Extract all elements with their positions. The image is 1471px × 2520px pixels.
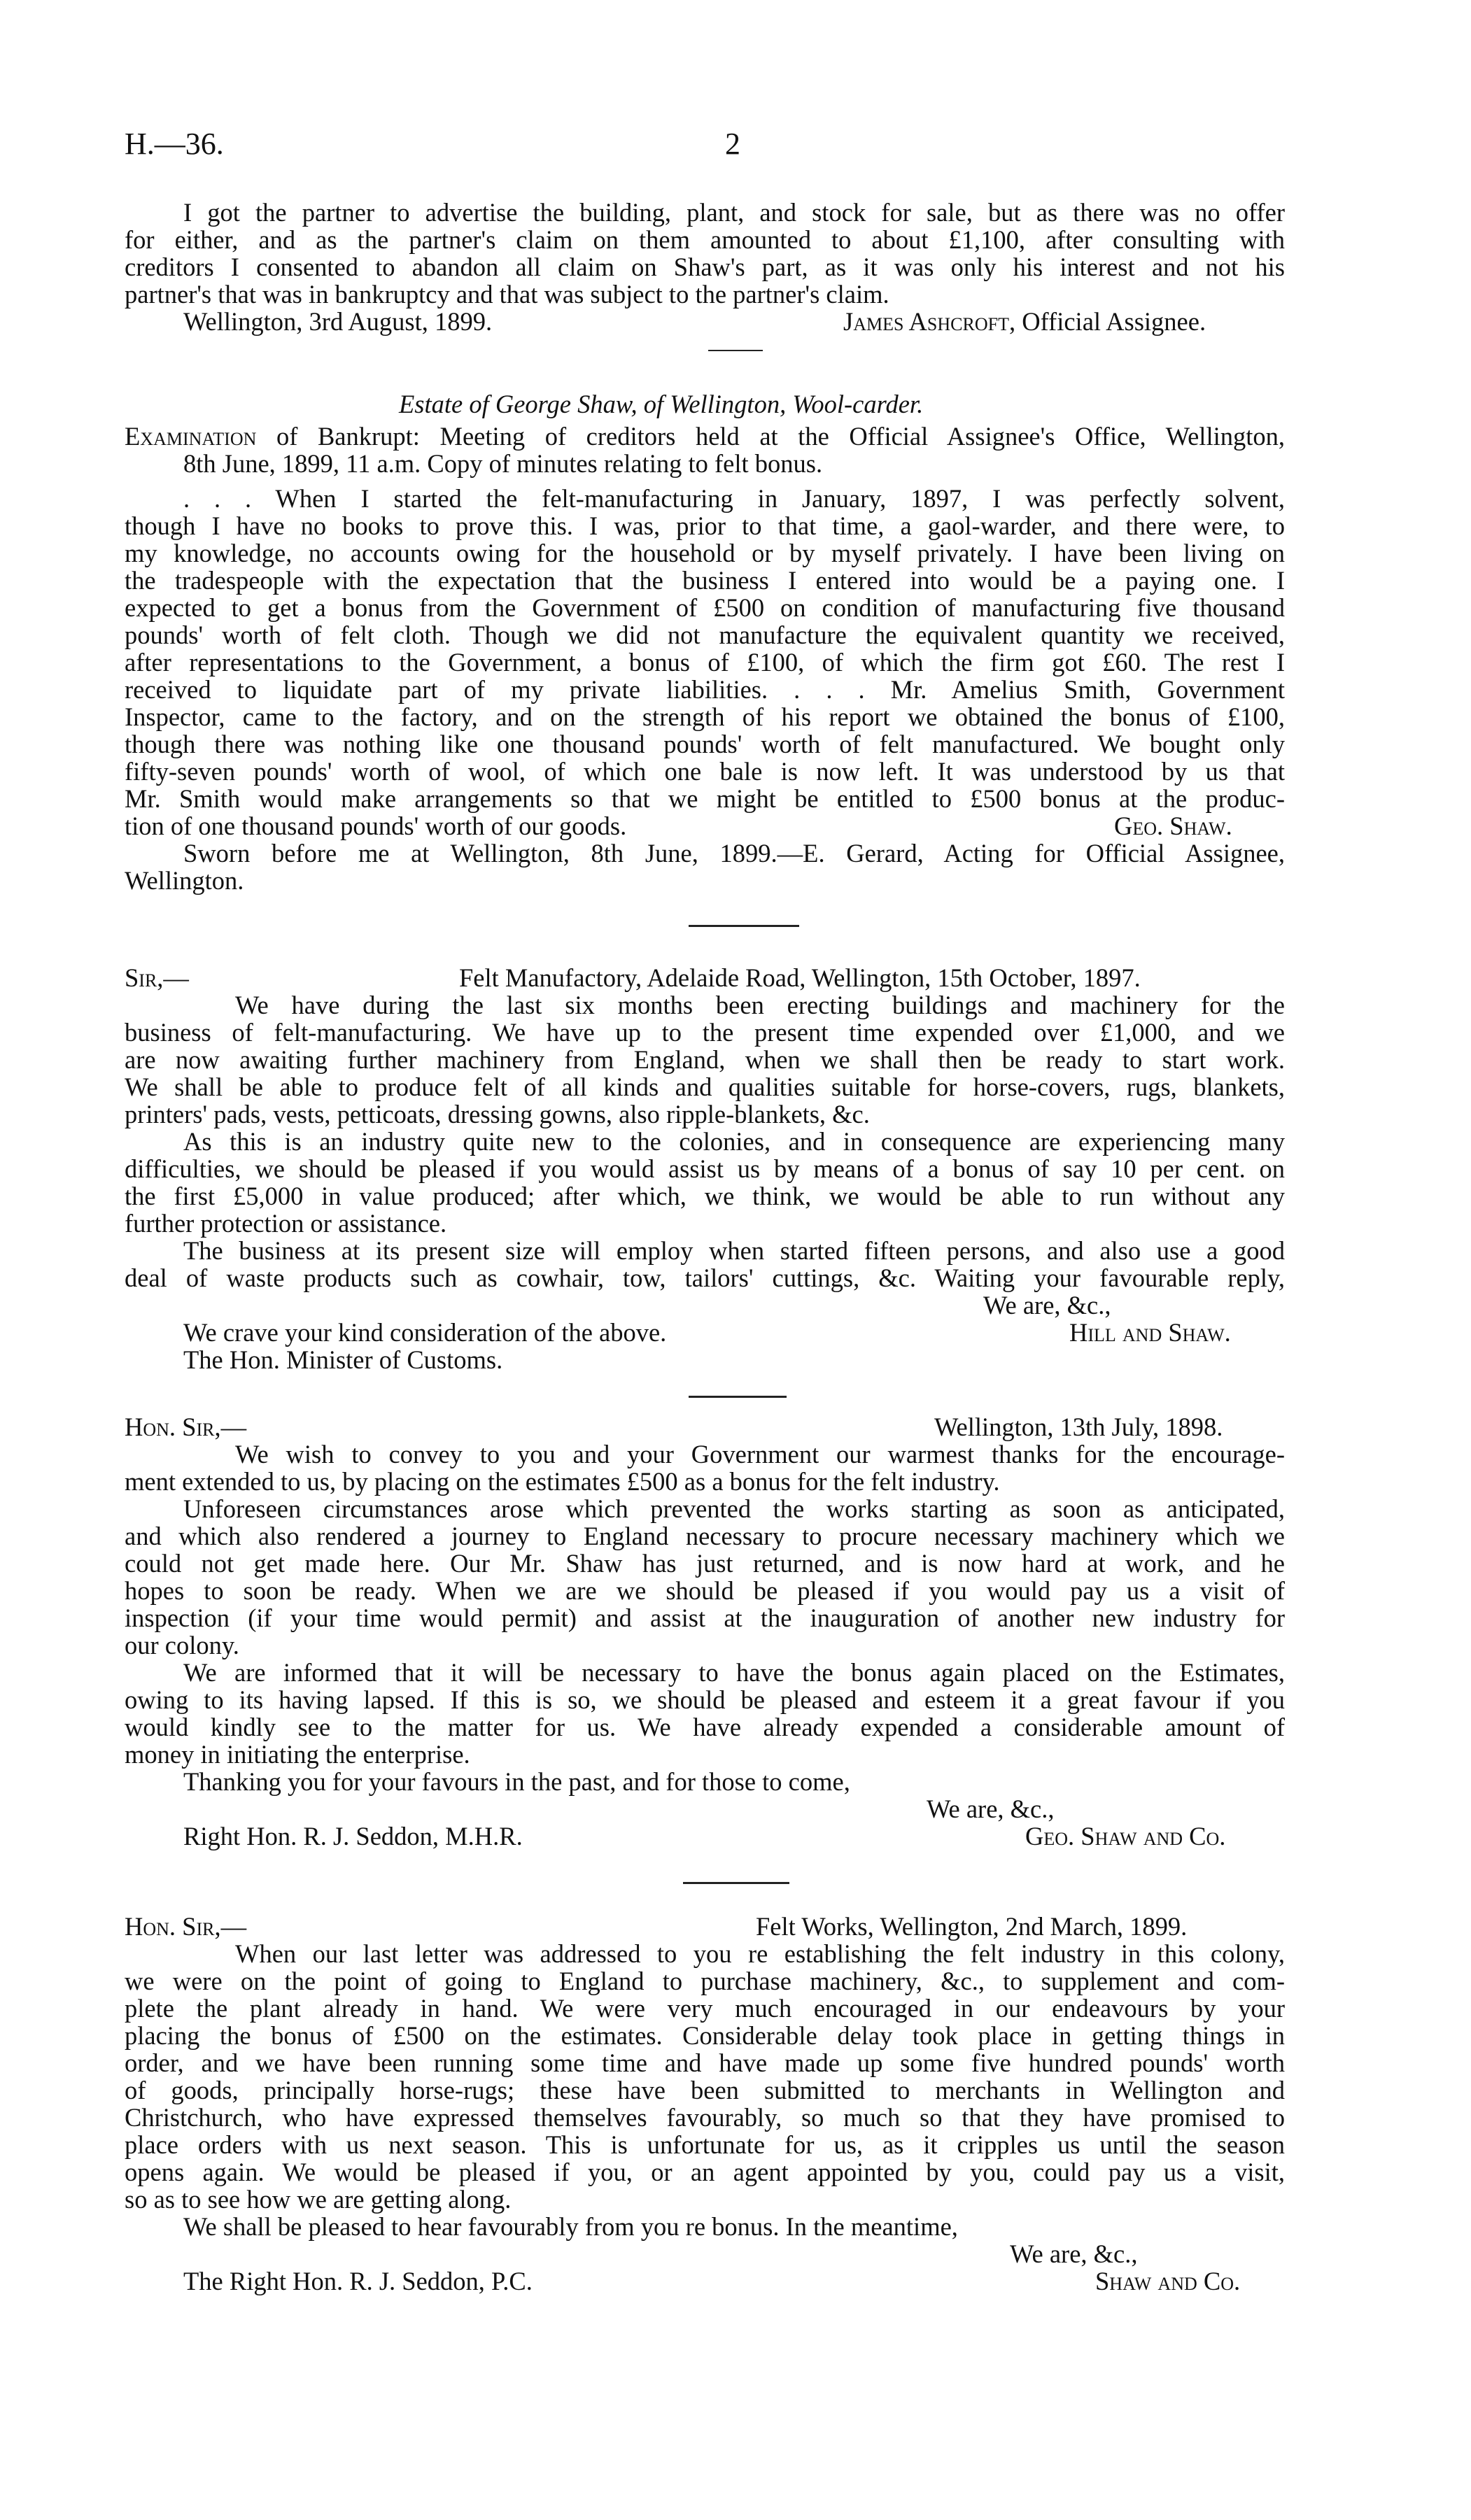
text-line: printers' pads, vests, petticoats, dressing gowns, also ripple-blankets, &c. [125, 1100, 870, 1128]
examination-line-2: 8th June, 1899, 11 a.m. Copy of minutes relating to felt bonus. [183, 449, 823, 478]
estate-title: Estate of George Shaw, of Wellington, Wool-carder. [399, 390, 924, 418]
document-reference: H.—36. [125, 127, 224, 161]
examination-text: of Bankrupt: Meeting of creditors held at the Official Assignee's Office, Wellington, [256, 422, 1285, 451]
text-line: Thanking you for your favours in the past, and for those to come, [183, 1767, 850, 1796]
text-line: further protection or assistance. [125, 1209, 447, 1238]
divider [708, 350, 763, 351]
letter-signature: Hill and Shaw. [1069, 1318, 1231, 1347]
text-line: so as to see how we are getting along. [125, 2185, 512, 2214]
signature-title: , Official Assignee. [1008, 307, 1206, 336]
closing: We are, &c., [983, 1291, 1111, 1319]
text-line: would kindly see to the matter for us. We have already expended a considerable amount of [125, 1713, 1285, 1741]
bankrupt-signature: Geo. Shaw. [1114, 812, 1232, 840]
divider [689, 1396, 787, 1398]
addressee: The Right Hon. R. J. Seddon, P.C. [183, 2267, 533, 2295]
text-line: received to liquidate part of my private liabilities. . . . Mr. Amelius Smith, Government [125, 675, 1285, 704]
text-line: we were on the point of going to England to purchase machinery, &c., to supplement and com- [125, 1967, 1285, 1995]
text-line: We are informed that it will be necessary to have the bonus again placed on the Estimates, [183, 1658, 1285, 1687]
text-line: though there was nothing like one thousand pounds' worth of felt manufactured. We bought only [125, 730, 1285, 758]
text-line: placing the bonus of £500 on the estimates. Considerable delay took place in getting things in [125, 2021, 1285, 2050]
letter-signature: Shaw and Co. [1095, 2267, 1241, 2295]
text-line: . . . When I started the felt-manufacturing in January, 1897, I was perfectly solvent, [183, 484, 1285, 513]
text-line: place orders with us next season. This is unfortunate for us, as it cripples us until the season [125, 2130, 1285, 2159]
text-line: The business at its present size will employ when started fifteen persons, and also use a good [183, 1236, 1285, 1265]
sworn-line: Sworn before me at Wellington, 8th June, 1899.—E. Gerard, Acting for Official Assignee, [183, 839, 1285, 868]
text-line: hopes to soon be ready. When we are we should be pleased if you would pay us a visit of [125, 1576, 1285, 1605]
text-line: Christchurch, who have expressed themselves favourably, so much so that they have promised to [125, 2103, 1285, 2132]
text-line: money in initiating the enterprise. [125, 1740, 470, 1769]
text-line: for either, and as the partner's claim on them amounted to about £1,100, after consulting with [125, 225, 1285, 254]
text-line: plete the plant already in hand. We were very much encouraged in our endeavours by your [125, 1994, 1285, 2023]
text-line: We wish to convey to you and your Government our warmest thanks for the encourage- [235, 1440, 1285, 1468]
text-line: partner's that was in bankruptcy and that was subject to the partner's claim. [125, 280, 889, 309]
text-line: difficulties, we should be pleased if you would assist us by means of a bonus of say 10 per cent. on [125, 1154, 1285, 1183]
text-line: tion of one thousand pounds' worth of our goods. [125, 812, 627, 840]
text-line: We have during the last six months been erecting buildings and machinery for the [235, 991, 1285, 1019]
text-line: inspection (if your time would permit) and assist at the inauguration of another new industry for [125, 1604, 1285, 1632]
text-line: When our last letter was addressed to you re establishing the felt industry in this colony, [235, 1939, 1285, 1968]
text-line: I got the partner to advertise the building, plant, and stock for sale, but as there was no offer [183, 198, 1285, 227]
place-date: Wellington, 3rd August, 1899. [183, 307, 493, 336]
divider [683, 1882, 789, 1884]
text-line: owing to its having lapsed. If this is so, we should be pleased and esteem it a great favour if you [125, 1685, 1285, 1714]
examination-line [125, 423, 1285, 451]
text-line: expected to get a bonus from the Government of £500 on condition of manufacturing five thousand [125, 593, 1285, 622]
addressee: Right Hon. R. J. Seddon, M.H.R. [183, 1822, 523, 1850]
closing: We are, &c., [927, 1795, 1055, 1823]
text-line: after representations to the Government, a bonus of £100, of which the firm got £60. The rest I [125, 648, 1285, 677]
text-line: our colony. [125, 1631, 239, 1659]
text-line: deal of waste products such as cowhair, tow, tailors' cuttings, &c. Waiting your favourable reply, [125, 1263, 1285, 1292]
text-line: my knowledge, no accounts owing for the household or by myself privately. I have been living on [125, 539, 1285, 567]
divider [689, 925, 799, 927]
text-line: and which also rendered a journey to England necessary to procure necessary machinery which we [125, 1522, 1285, 1550]
letter-date: Wellington, 13th July, 1898. [934, 1413, 1223, 1441]
crave-line: We crave your kind consideration of the above. [183, 1318, 667, 1347]
text-line: We shall be pleased to hear favourably from you re bonus. In the meantime, [183, 2212, 958, 2241]
text-line: ment extended to us, by placing on the estimates £500 as a bonus for the felt industry. [125, 1467, 1000, 1496]
salutation: Sir,— [125, 963, 189, 992]
salutation: Hon. Sir,— [125, 1413, 247, 1441]
letter-signature: Geo. Shaw and Co. [1025, 1822, 1226, 1850]
address-date: Felt Manufactory, Adelaide Road, Wellington, 15th October, 1897. [459, 963, 1141, 992]
text-line: opens again. We would be pleased if you, or an agent appointed by you, could pay us a visit, [125, 2158, 1285, 2186]
text-line: the first £5,000 in value produced; after which, we think, we would be able to run without any [125, 1182, 1285, 1210]
text-line: As this is an industry quite new to the colonies, and in consequence are experiencing many [183, 1127, 1285, 1156]
text-line: Mr. Smith would make arrangements so that we might be entitled to £500 bonus at the produc- [125, 784, 1285, 813]
text-line: We shall be able to produce felt of all kinds and qualities suitable for horse-covers, rugs, blankets, [125, 1073, 1285, 1101]
text-line: of goods, principally horse-rugs; these have been submitted to merchants in Wellington and [125, 2076, 1285, 2104]
text-line: the tradespeople with the expectation that the business I entered into would be a paying one. I [125, 566, 1285, 595]
text-line: could not get made here. Our Mr. Shaw has just returned, and is now hard at work, and he [125, 1549, 1285, 1578]
examination-label: Examination [125, 422, 257, 451]
text-line: pounds' worth of felt cloth. Though we did not manufacture the equivalent quantity we received, [125, 621, 1285, 649]
text-line: though I have no books to prove this. I was, prior to that time, a gaol-warder, and there were, to [125, 511, 1285, 540]
text-line: Unforeseen circumstances arose which prevented the works starting as soon as anticipated, [183, 1494, 1285, 1523]
assignee-signature [843, 308, 1206, 336]
text-line: fifty-seven pounds' worth of wool, of which one bale is now left. It was understood by us that [125, 757, 1285, 786]
text-line: business of felt-manufacturing. We have up to the present time expended over £1,000, and we [125, 1018, 1285, 1047]
addressee: The Hon. Minister of Customs. [183, 1345, 503, 1374]
closing: We are, &c., [1010, 2239, 1138, 2268]
signature-name: James Ashcroft [843, 307, 1009, 336]
salutation: Hon. Sir,— [125, 1912, 247, 1941]
text-line: creditors I consented to abandon all claim on Shaw's part, as it was only his interest and not his [125, 253, 1285, 281]
page-number: 2 [725, 127, 740, 161]
text-line: Inspector, came to the factory, and on the strength of his report we obtained the bonus of £100, [125, 702, 1285, 731]
sworn-line-2: Wellington. [125, 866, 244, 895]
text-line: order, and we have been running some time and have made up some five hundred pounds' worth [125, 2048, 1285, 2077]
text-line: are now awaiting further machinery from England, when we shall then be ready to start work. [125, 1045, 1285, 1074]
address-date: Felt Works, Wellington, 2nd March, 1899. [756, 1912, 1188, 1941]
